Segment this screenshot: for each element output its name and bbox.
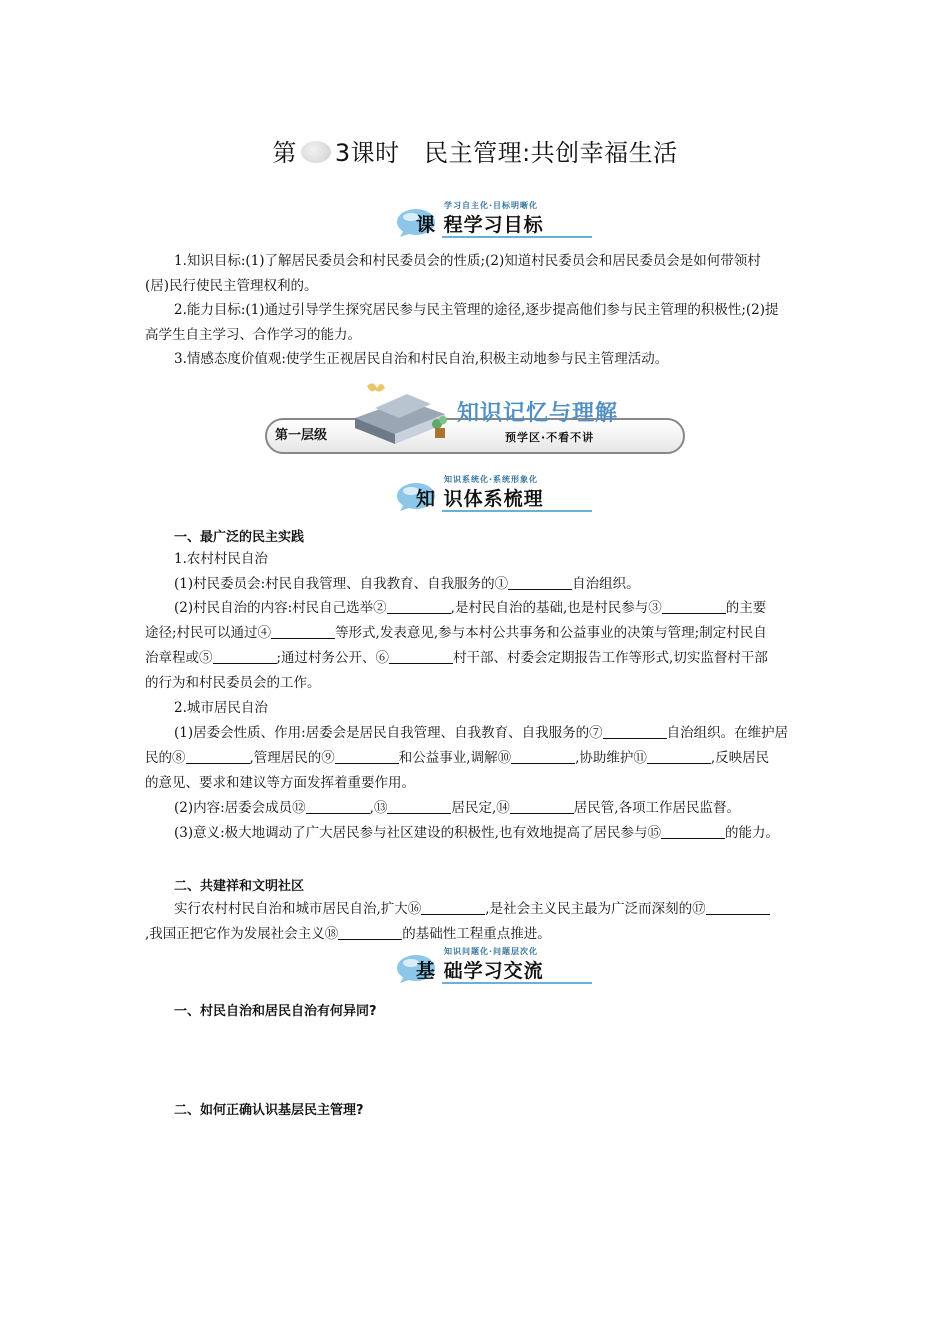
text-run: 居民定,⑭ xyxy=(451,800,510,816)
text-run: 自治组织。在维护居 xyxy=(666,725,789,741)
fill-line xyxy=(174,596,814,621)
basic-banner-title: 基 础学习交流 xyxy=(416,960,544,982)
basic-banner xyxy=(396,946,596,992)
text-run: ,反映居民 xyxy=(710,750,770,766)
question-1: 一、村民自治和居民自治有何异同? xyxy=(174,1004,377,1019)
text-run: 治章程或⑤ xyxy=(145,650,213,666)
text-run: ;通过村务公开、⑥ xyxy=(276,650,390,666)
text-run: ,是社会主义民主最为广泛而深刻的⑰ xyxy=(485,901,706,917)
goals-text xyxy=(145,249,810,372)
blank-17[interactable] xyxy=(706,900,770,915)
blank-5[interactable] xyxy=(213,649,277,664)
blank-7[interactable] xyxy=(603,724,667,739)
fill-line: 的意见、要求和建议等方面发挥着重要作用。 xyxy=(145,775,415,791)
text-run: (1)居委会性质、作用:居委会是居民自我管理、自我教育、自我服务的⑦ xyxy=(174,725,603,741)
blank-13[interactable] xyxy=(387,799,451,814)
text-run: 实行农村村民自治和城市居民自治,扩大⑯ xyxy=(174,901,422,917)
goals-banner-rule xyxy=(442,236,592,238)
fill-line xyxy=(145,746,815,771)
fill-line: 的行为和村民委员会的工作。 xyxy=(145,675,321,691)
blank-15[interactable] xyxy=(661,824,725,839)
goal-line: (居)民行使民主管理权利的。 xyxy=(145,277,318,294)
blank-3[interactable] xyxy=(662,599,726,614)
blank-1[interactable] xyxy=(508,575,572,590)
text-run: (3)意义:极大地调动了广大居民参与社区建设的积极性,也有效地提高了居民参与⑮ xyxy=(174,825,661,841)
text-run: 村干部、村委会定期报告工作等形式,切实监督村干部 xyxy=(453,650,768,666)
fill-line xyxy=(145,646,815,671)
goals-banner-title: 课 程学习目标 xyxy=(416,214,544,236)
goals-banner-subtitle: 学习自主化·目标明晰化 xyxy=(444,201,539,210)
section1-heading: 一、最广泛的民主实践 xyxy=(174,530,305,545)
goal-line: 1.知识目标:(1)了解居民委员会和村民委员会的性质;(2)知道村民委员会和居民委员会是如何带领村 xyxy=(174,253,761,269)
section1-sub1: 1.农村村民自治 xyxy=(174,551,268,567)
text-run: ,协助维护⑪ xyxy=(575,750,647,766)
goal-line: 2.能力目标:(1)通过引导学生探究居民参与民主管理的途径,逐步提高他们参与民主管理的积极性;(2)提 xyxy=(174,302,779,318)
blank-9[interactable] xyxy=(335,749,399,764)
text-run: 自治组织。 xyxy=(572,576,640,592)
goal-line: 高学生自主学习、合作学习的能力。 xyxy=(145,326,361,343)
text-run: 居民管,各项工作居民监督。 xyxy=(573,800,741,816)
system-banner-rule xyxy=(442,510,592,512)
basic-banner-subtitle: 知识问题化·问题层次化 xyxy=(444,947,539,956)
text-run: (2)内容:居委会成员⑫ xyxy=(174,800,306,816)
text-run: 等形式,发表意见,参与本村公共事务和公益事业的决策与管理;制定村民自 xyxy=(335,625,767,641)
blank-16[interactable] xyxy=(421,900,485,915)
text-run: ,我国正把它作为发展社会主义⑱ xyxy=(145,926,339,942)
title-suffix: 3课时 民主管理:共创幸福生活 xyxy=(334,139,678,167)
book-plant-icon xyxy=(345,378,455,450)
text-run: (2)村民自治的内容:村民自己选举② xyxy=(174,600,387,616)
system-banner xyxy=(396,474,596,520)
layer-subtitle: 预学区·不看不讲 xyxy=(505,431,595,444)
blank-11[interactable] xyxy=(647,749,711,764)
blank-8[interactable] xyxy=(186,749,250,764)
fill-line xyxy=(174,572,814,597)
goal-line: 3.情感态度价值观:使学生正视居民自治和村民自治,积极主动地参与民主管理活动。 xyxy=(174,351,669,367)
fill-line xyxy=(145,922,815,947)
text-run: ,是村民自治的基础,也是村民参与③ xyxy=(450,600,662,616)
blank-14[interactable] xyxy=(510,799,574,814)
basic-banner-rule xyxy=(442,982,592,984)
fill-line xyxy=(174,721,814,746)
fill-line xyxy=(174,821,814,846)
blank-4[interactable] xyxy=(271,624,335,639)
system-banner-title: 知 识体系梳理 xyxy=(416,488,544,510)
layer-label: 第一层级 xyxy=(275,428,328,443)
text-run: 的基础性工程重点推进。 xyxy=(402,926,551,942)
title-ornament xyxy=(301,141,331,163)
text-run: 的主要 xyxy=(725,600,767,616)
section1-sub2: 2.城市居民自治 xyxy=(174,700,268,716)
section2-heading: 二、共建祥和文明社区 xyxy=(174,879,305,894)
lesson-title xyxy=(0,133,950,168)
goals-banner xyxy=(396,200,596,246)
blank-10[interactable] xyxy=(511,749,575,764)
text-run: 途径;村民可以通过④ xyxy=(145,625,272,641)
text-run: 和公益事业,调解⑩ xyxy=(398,750,512,766)
question-2: 二、如何正确认识基层民主管理? xyxy=(174,1103,364,1118)
text-run: ,⑬ xyxy=(369,800,388,816)
fill-line xyxy=(145,621,815,646)
fill-line xyxy=(174,897,814,922)
text-run: ,管理居民的⑨ xyxy=(249,750,335,766)
blank-6[interactable] xyxy=(389,649,453,664)
layer-title: 知识记忆与理解 xyxy=(457,401,619,426)
layer-banner xyxy=(265,378,685,454)
blank-12[interactable] xyxy=(306,799,370,814)
text-run: 民的⑧ xyxy=(145,750,186,766)
system-banner-subtitle: 知识系统化·系统形象化 xyxy=(444,475,539,484)
text-run: 的能力。 xyxy=(724,825,779,841)
blank-2[interactable] xyxy=(387,599,451,614)
title-prefix: 第 xyxy=(272,139,297,167)
fill-line xyxy=(174,796,814,821)
text-run: (1)村民委员会:村民自我管理、自我教育、自我服务的① xyxy=(174,576,509,592)
blank-18[interactable] xyxy=(338,925,402,940)
